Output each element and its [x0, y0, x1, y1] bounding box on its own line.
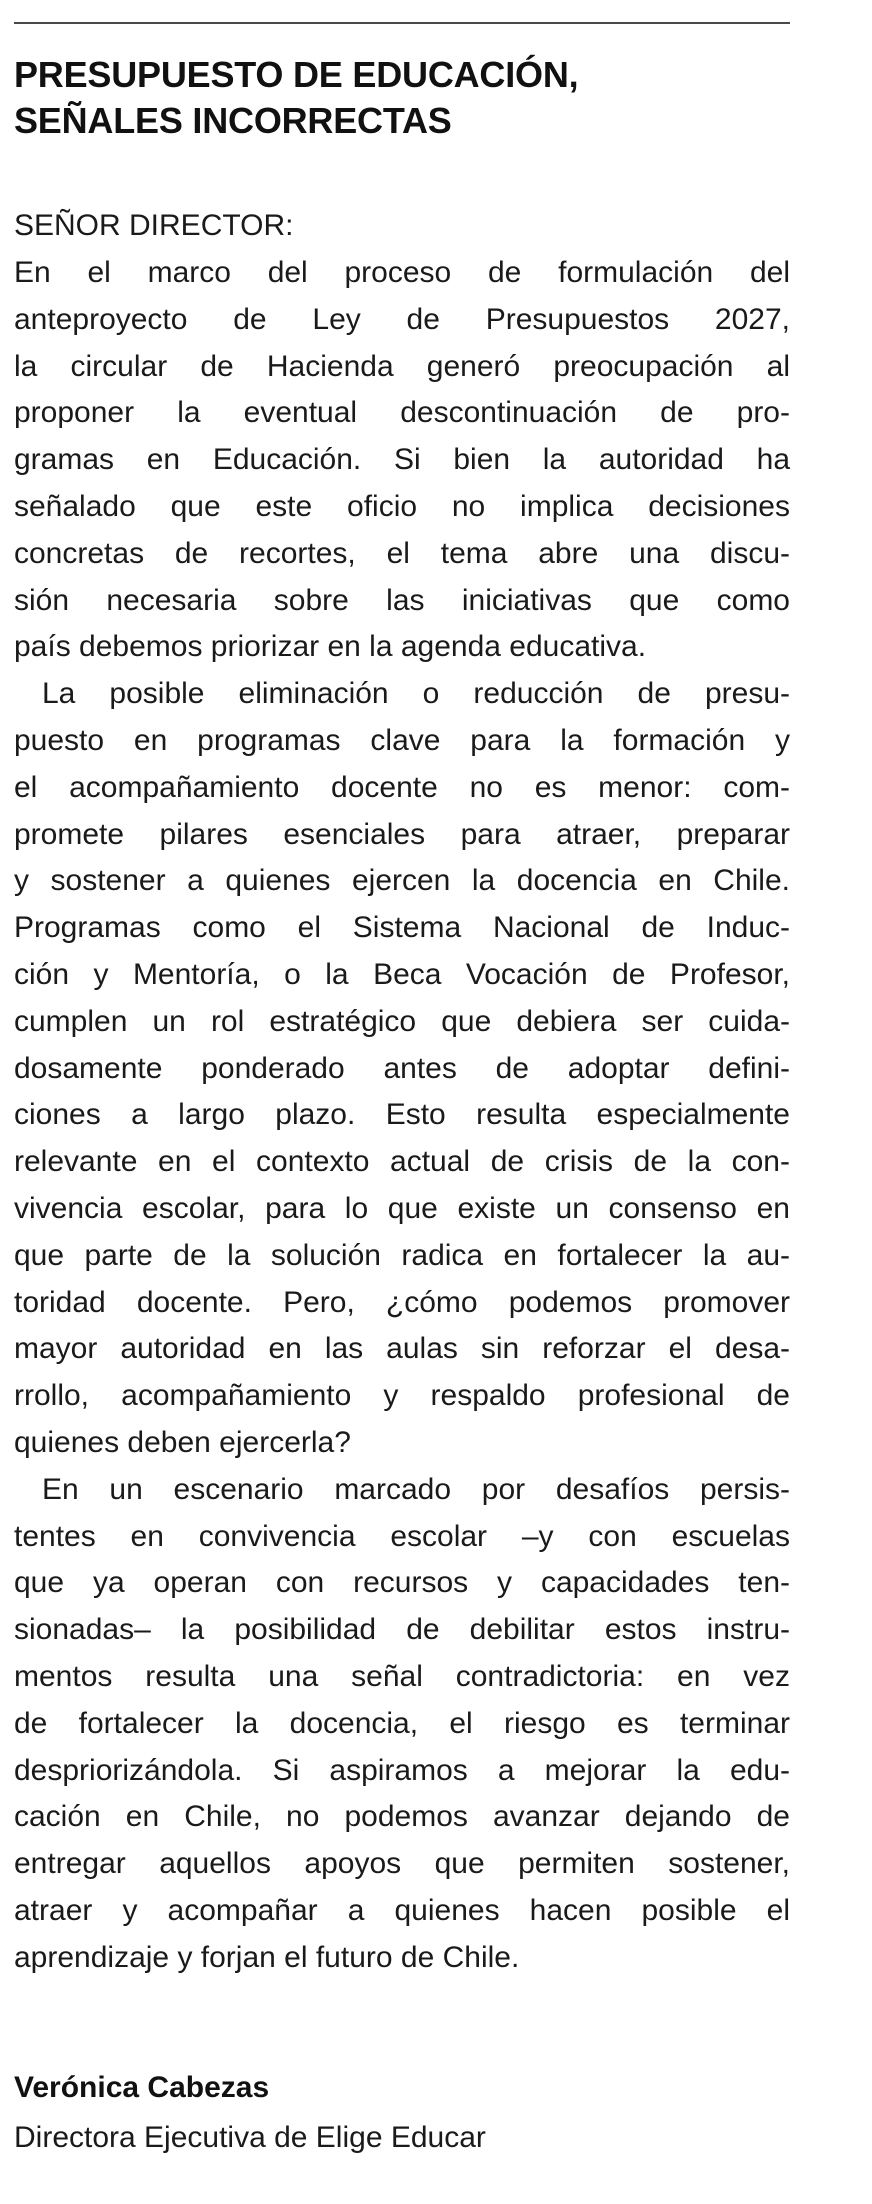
- paragraph-2: [14, 671, 790, 1467]
- body-line: En un escenario marcado por desafíos persis-: [42, 1472, 790, 1506]
- body-line: atraer y acompañar a quienes hacen posible el: [14, 1893, 790, 1927]
- body-line: cumplen un rol estratégico que debiera ser cuida-: [14, 1004, 790, 1038]
- body-line: despriorizándola. Si aspiramos a mejorar la edu-: [14, 1753, 790, 1787]
- body-line: toridad docente. Pero, ¿cómo podemos promover: [14, 1285, 790, 1319]
- body-line: proponer la eventual descontinuación de pro-: [14, 396, 790, 430]
- body-line: aprendizaje y forjan el futuro de Chile.: [14, 1940, 520, 1974]
- body-line: En el marco del proceso de formulación del: [14, 256, 790, 289]
- letter-body: [14, 250, 790, 1981]
- body-line: quienes deben ejercerla?: [14, 1425, 351, 1459]
- body-line: ciones a largo plazo. Esto resulta especialmente: [14, 1098, 790, 1132]
- body-line: ción y Mentoría, o la Beca Vocación de Profesor,: [14, 957, 790, 991]
- body-line: señalado que este oficio no implica decisiones: [14, 489, 790, 523]
- body-line: tentes en convivencia escolar –y con escuelas: [14, 1519, 790, 1553]
- body-line: y sostener a quienes ejercen la docencia en Chile.: [14, 864, 790, 898]
- body-line: cación en Chile, no podemos avanzar dejando de: [14, 1800, 790, 1834]
- body-line: puesto en programas clave para la formación y: [14, 723, 790, 757]
- top-divider: [14, 22, 790, 24]
- body-line: rrollo, acompañamiento y respaldo profesional de: [14, 1379, 790, 1413]
- body-line: La posible eliminación o reducción de presu-: [42, 677, 790, 711]
- headline-line-1: PRESUPUESTO DE EDUCACIÓN,: [14, 54, 579, 95]
- body-line: sión necesaria sobre las iniciativas que como: [14, 583, 790, 617]
- headline-line-2: SEÑALES INCORRECTAS: [14, 100, 452, 141]
- body-line: la circular de Hacienda generó preocupación al: [14, 349, 790, 383]
- body-line: gramas en Educación. Si bien la autoridad ha: [14, 443, 790, 477]
- body-line: que parte de la solución radica en fortalecer la au-: [14, 1238, 790, 1272]
- body-line: el acompañamiento docente no es menor: com-: [14, 770, 790, 804]
- body-line: país debemos priorizar en la agenda educativa.: [14, 630, 647, 664]
- body-line: relevante en el contexto actual de crisis de la con-: [14, 1145, 790, 1179]
- body-line: sionadas– la posibilidad de debilitar estos instru-: [14, 1613, 790, 1647]
- body-line: Programas como el Sistema Nacional de Induc-: [14, 911, 790, 945]
- body-line: mentos resulta una señal contradictoria: en vez: [14, 1659, 790, 1693]
- body-line: dosamente ponderado antes de adoptar defini-: [14, 1051, 790, 1085]
- author-name: Verónica Cabezas: [14, 2071, 270, 2104]
- body-line: vivencia escolar, para lo que existe un consenso en: [14, 1191, 790, 1225]
- body-line: que ya operan con recursos y capacidades ten-: [14, 1566, 790, 1600]
- paragraph-1: [14, 250, 790, 671]
- body-line: promete pilares esenciales para atraer, preparar: [14, 817, 790, 851]
- author-role: Directora Ejecutiva de Elige Educar: [14, 2121, 486, 2154]
- body-line: entregar aquellos apoyos que permiten sostener,: [14, 1847, 790, 1881]
- paragraph-3: [14, 1467, 790, 1982]
- body-line: mayor autoridad en las aulas sin reforzar el desa-: [14, 1332, 790, 1366]
- body-line: anteproyecto de Ley de Presupuestos 2027,: [14, 302, 790, 336]
- headline: [14, 52, 790, 144]
- body-line: de fortalecer la docencia, el riesgo es terminar: [14, 1706, 790, 1740]
- salutation: SEÑOR DIRECTOR:: [14, 209, 294, 242]
- body-line: concretas de recortes, el tema abre una discu-: [14, 536, 790, 570]
